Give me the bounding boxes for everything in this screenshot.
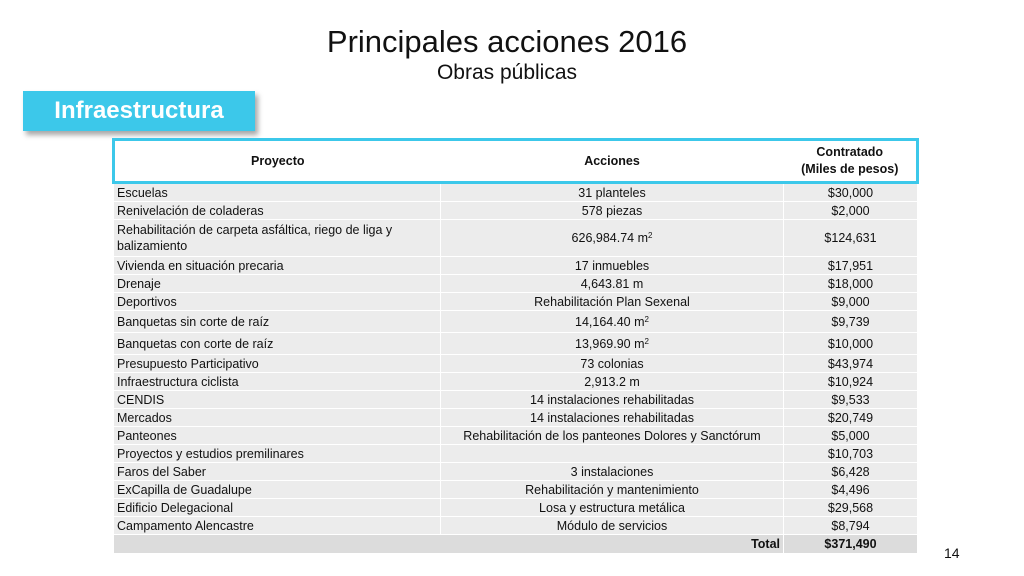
table-row <box>114 183 918 202</box>
cell-contratado: $18,000 <box>784 275 918 293</box>
acciones-value: 31 planteles <box>578 185 646 200</box>
cell-acciones <box>441 275 784 293</box>
cell-contratado: $8,794 <box>784 517 918 535</box>
cell-contratado: $10,703 <box>784 445 918 463</box>
cell-acciones <box>441 391 784 409</box>
cell-acciones <box>441 517 784 535</box>
acciones-value: 626,984.74 m <box>571 231 648 245</box>
cell-proyecto: Vivienda en situación precaria <box>114 257 441 275</box>
slide-title: Principales acciones 2016 <box>326 24 688 59</box>
cell-acciones <box>441 373 784 391</box>
cell-contratado: $9,533 <box>784 391 918 409</box>
column-header-acciones: Acciones <box>441 140 784 183</box>
acciones-value: 13,969.90 m <box>575 336 645 351</box>
acciones-value: 578 piezas <box>581 203 643 218</box>
acciones-value: Módulo de servicios <box>556 518 668 533</box>
cell-proyecto: Rehabilitación de carpeta asfáltica, riego de liga y balizamiento <box>114 220 441 257</box>
cell-contratado: $17,951 <box>784 257 918 275</box>
table-row <box>114 202 918 220</box>
cell-contratado: $10,924 <box>784 373 918 391</box>
cell-acciones <box>441 355 784 373</box>
table-row <box>114 275 918 293</box>
cell-proyecto: Faros del Saber <box>114 463 441 481</box>
table-row <box>114 220 918 257</box>
cell-acciones <box>441 220 784 257</box>
acciones-value: 2,913.2 m <box>584 374 640 389</box>
actions-table <box>112 138 916 554</box>
table-row <box>114 409 918 427</box>
section-banner: Infraestructura <box>23 91 255 131</box>
cell-proyecto: Mercados <box>114 409 441 427</box>
cell-proyecto: Drenaje <box>114 275 441 293</box>
cell-acciones <box>441 463 784 481</box>
table-row <box>114 427 918 445</box>
column-header-contratado <box>784 140 918 183</box>
acciones-value: 14 instalaciones rehabilitadas <box>530 410 694 425</box>
cell-acciones <box>441 257 784 275</box>
table-row <box>114 445 918 463</box>
cell-proyecto: ExCapilla de Guadalupe <box>114 481 441 499</box>
cell-proyecto: Banquetas con corte de raíz <box>114 333 441 355</box>
cell-acciones <box>441 202 784 220</box>
cell-proyecto: Escuelas <box>114 183 441 202</box>
table-header <box>114 140 918 183</box>
cell-proyecto: Campamento Alencastre <box>114 517 441 535</box>
table-row <box>114 355 918 373</box>
cell-proyecto: Deportivos <box>114 293 441 311</box>
table-row <box>114 481 918 499</box>
cell-proyecto: CENDIS <box>114 391 441 409</box>
cell-contratado: $10,000 <box>784 333 918 355</box>
table-row <box>114 517 918 535</box>
cell-proyecto: Banquetas sin corte de raíz <box>114 311 441 333</box>
unit-exponent: 2 <box>644 314 649 324</box>
column-header-contratado-line1: Contratado <box>816 145 884 159</box>
cell-contratado: $20,749 <box>784 409 918 427</box>
table-row <box>114 373 918 391</box>
cell-acciones <box>441 293 784 311</box>
table-row <box>114 311 918 333</box>
cell-proyecto: Proyectos y estudios premilinares <box>114 445 441 463</box>
cell-contratado: $29,568 <box>784 499 918 517</box>
acciones-value: Losa y estructura metálica <box>539 500 685 515</box>
table-row <box>114 391 918 409</box>
cell-acciones <box>441 311 784 333</box>
table-footer <box>114 535 918 554</box>
cell-contratado: $43,974 <box>784 355 918 373</box>
cell-acciones <box>441 409 784 427</box>
acciones-value: 17 inmuebles <box>574 258 650 273</box>
cell-proyecto: Edificio Delegacional <box>114 499 441 517</box>
acciones-value: 14 instalaciones rehabilitadas <box>530 392 694 407</box>
cell-acciones <box>441 481 784 499</box>
cell-acciones <box>441 445 784 463</box>
cell-contratado: $4,496 <box>784 481 918 499</box>
cell-acciones <box>441 427 784 445</box>
cell-contratado: $2,000 <box>784 202 918 220</box>
cell-contratado: $9,000 <box>784 293 918 311</box>
cell-contratado: $124,631 <box>784 220 918 257</box>
acciones-value: 73 colonias <box>580 356 644 371</box>
unit-exponent: 2 <box>644 336 649 346</box>
table-row <box>114 333 918 355</box>
table-row <box>114 463 918 481</box>
acciones-value: Rehabilitación de los panteones Dolores y Sanctórum <box>463 428 761 443</box>
table-body <box>114 183 918 535</box>
slide-subtitle: Obras públicas <box>436 61 578 84</box>
cell-proyecto: Presupuesto Participativo <box>114 355 441 373</box>
table-row <box>114 499 918 517</box>
cell-acciones <box>441 499 784 517</box>
total-value: $371,490 <box>784 535 918 554</box>
total-label: Total <box>114 535 784 554</box>
cell-proyecto: Infraestructura ciclista <box>114 373 441 391</box>
cell-contratado: $30,000 <box>784 183 918 202</box>
cell-contratado: $9,739 <box>784 311 918 333</box>
page-number: 14 <box>944 545 960 561</box>
acciones-value: Rehabilitación Plan Sexenal <box>534 294 690 309</box>
acciones-value: 4,643.81 m <box>580 276 644 291</box>
acciones-value: 3 instalaciones <box>570 464 654 479</box>
cell-contratado: $6,428 <box>784 463 918 481</box>
acciones-value: 14,164.40 m <box>575 314 645 329</box>
acciones-value: Rehabilitación y mantenimiento <box>525 482 699 497</box>
cell-proyecto: Renivelación de coladeras <box>114 202 441 220</box>
column-header-proyecto: Proyecto <box>114 140 441 183</box>
table-row <box>114 257 918 275</box>
unit-exponent: 2 <box>648 231 653 240</box>
cell-acciones <box>441 333 784 355</box>
cell-proyecto: Panteones <box>114 427 441 445</box>
cell-contratado: $5,000 <box>784 427 918 445</box>
cell-acciones <box>441 183 784 202</box>
table-row <box>114 293 918 311</box>
column-header-contratado-line2: (Miles de pesos) <box>801 162 899 176</box>
